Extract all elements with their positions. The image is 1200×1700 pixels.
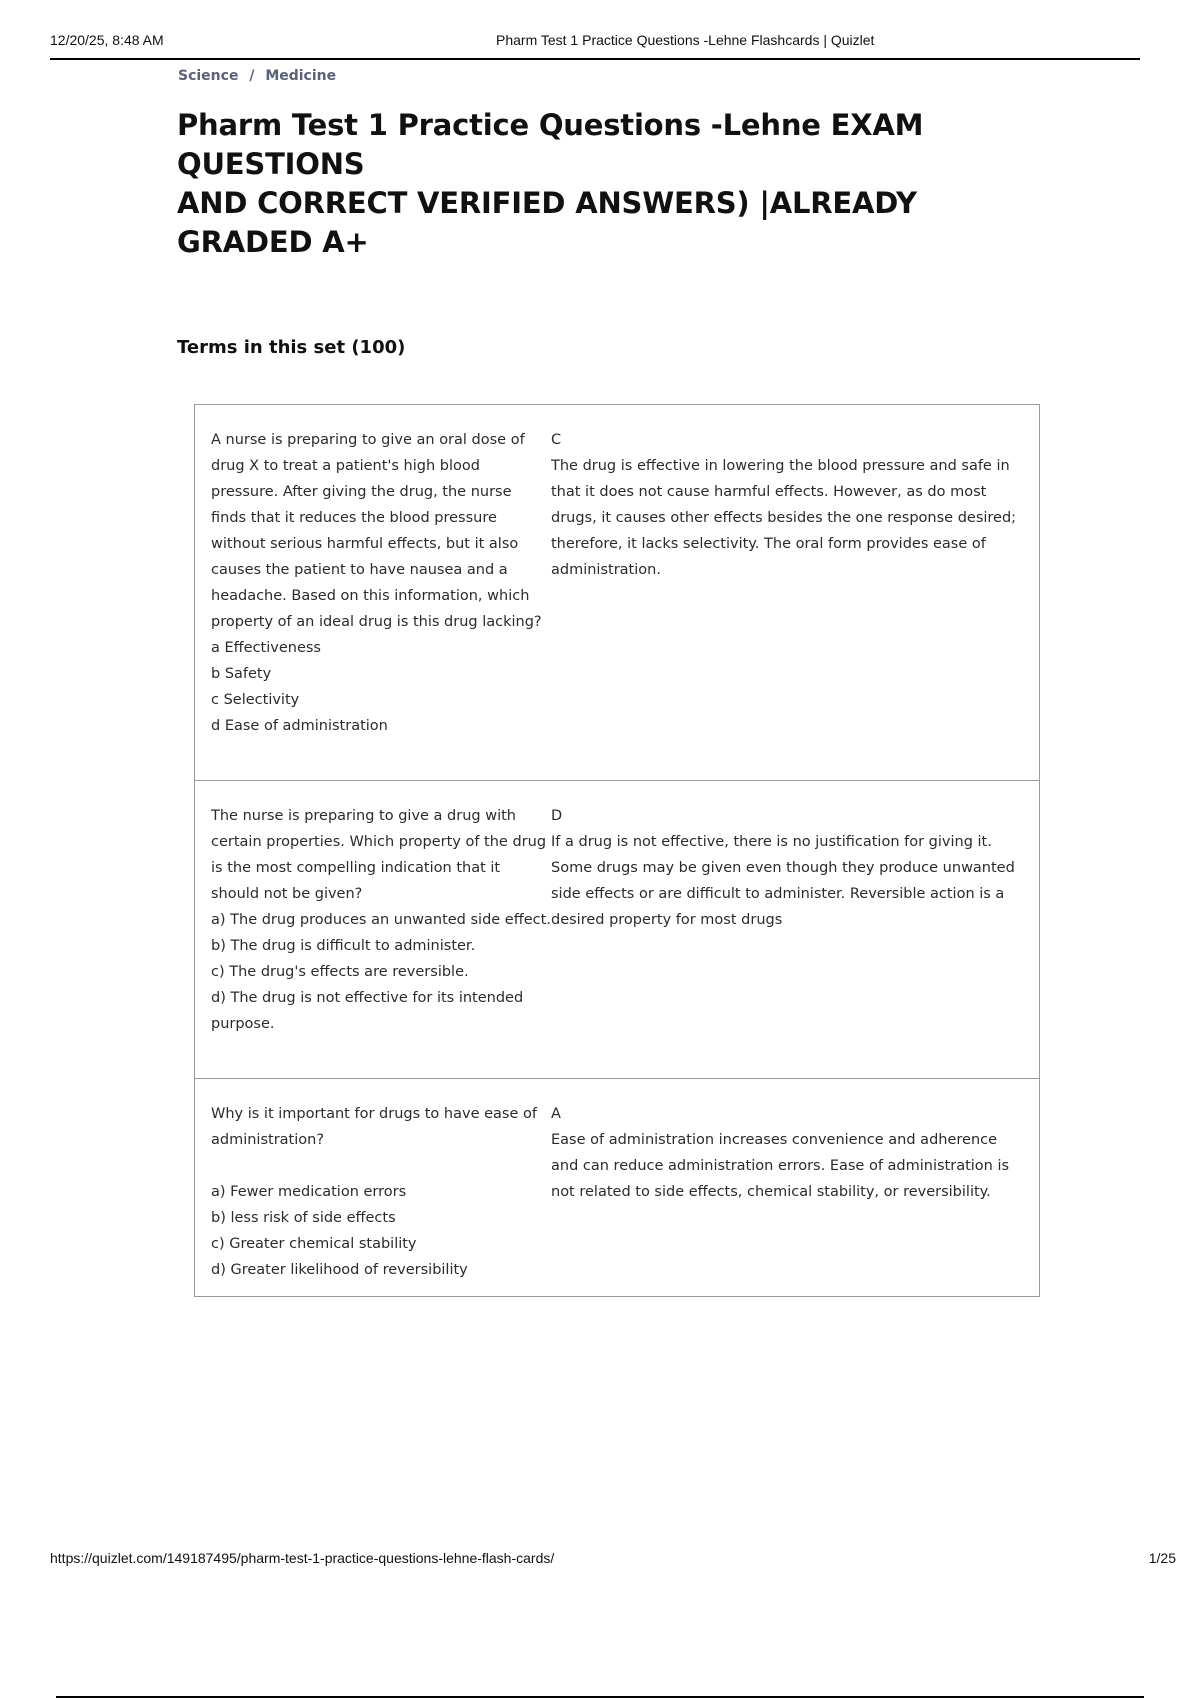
option-item: a) The drug produces an unwanted side effect. [211, 912, 551, 928]
question-text: The nurse is preparing to give a drug with certain properties. Which property of the drug is the most compelling indication that it should not be given? [211, 808, 547, 902]
answer-letter: D [551, 808, 563, 824]
answer-explanation: If a drug is not effective, there is no justification for giving it. Some drugs may be given even though they produce unwanted side effects or are difficult to administer. Reversible action is a desired property for most drugs [551, 834, 1015, 928]
breadcrumb [178, 68, 336, 84]
term-cell [195, 405, 551, 780]
option-item: b Safety [211, 666, 272, 682]
breadcrumb-subcategory[interactable]: Medicine [265, 68, 337, 84]
spacer [211, 1153, 551, 1179]
options-list [211, 907, 551, 1037]
footer-url[interactable]: https://quizlet.com/149187495/pharm-test-1-practice-questions-lehne-flash-cards/ [50, 1550, 555, 1566]
option-item: c) Greater chemical stability [211, 1236, 417, 1252]
footer-page-number: 1/25 [1148, 1550, 1176, 1566]
definition-cell [551, 1079, 1039, 1296]
flashcard-row[interactable] [195, 1078, 1039, 1296]
option-item: d) Greater likelihood of reversibility [211, 1262, 468, 1278]
answer-explanation: The drug is effective in lowering the blood pressure and safe in that it does not cause harmful effects. However, as do most drugs, it causes other effects besides the one response desired; therefore, it lacks selectivity. The oral form provides ease of administration. [551, 458, 1017, 578]
options-list [211, 1179, 551, 1283]
option-item: b) The drug is difficult to administer. [211, 938, 476, 954]
print-page-title: Pharm Test 1 Practice Questions -Lehne Flashcards | Quizlet [496, 32, 875, 48]
breadcrumb-category[interactable]: Science [178, 68, 239, 84]
term-cell [195, 1079, 551, 1296]
question-text: A nurse is preparing to give an oral dose of drug X to treat a patient's high blood pressure. After giving the drug, the nurse finds that it reduces the blood pressure without serious harmful effects, but it also causes the patient to have nausea and a headache. Based on this information, which property of an ideal drug is this drug lacking? [211, 432, 542, 630]
answer-letter: C [551, 432, 562, 448]
page-title [177, 106, 1057, 262]
print-header [50, 30, 1140, 60]
option-item: b) less risk of side effects [211, 1210, 396, 1226]
option-item: d) The drug is not effective for its intended purpose. [211, 990, 524, 1032]
bottom-divider [56, 1696, 1144, 1698]
option-item: a Effectiveness [211, 640, 321, 656]
options-list [211, 635, 551, 739]
breadcrumb-separator: / [249, 68, 255, 84]
flashcard-table [194, 404, 1040, 1297]
option-item: d Ease of administration [211, 718, 388, 734]
term-cell [195, 781, 551, 1078]
flashcard-row[interactable] [195, 780, 1039, 1078]
print-datetime: 12/20/25, 8:48 AM [50, 32, 164, 48]
answer-explanation: Ease of administration increases convenience and adherence and can reduce administration errors. Ease of administration is not related to side effects, chemical stability, or reversibility. [551, 1132, 1010, 1200]
terms-heading: Terms in this set (100) [177, 337, 406, 358]
answer-letter: A [551, 1106, 561, 1122]
option-item: c) The drug's effects are reversible. [211, 964, 469, 980]
definition-cell [551, 781, 1039, 1078]
page-title-line-2: AND CORRECT VERIFIED ANSWERS) |ALREADY GRADED A+ [177, 186, 917, 259]
definition-cell [551, 405, 1039, 780]
question-text: Why is it important for drugs to have ease of administration? [211, 1106, 537, 1148]
flashcard-row[interactable] [195, 405, 1039, 780]
page-title-line-1: Pharm Test 1 Practice Questions -Lehne EXAM QUESTIONS [177, 108, 924, 181]
option-item: a) Fewer medication errors [211, 1184, 407, 1200]
option-item: c Selectivity [211, 692, 300, 708]
